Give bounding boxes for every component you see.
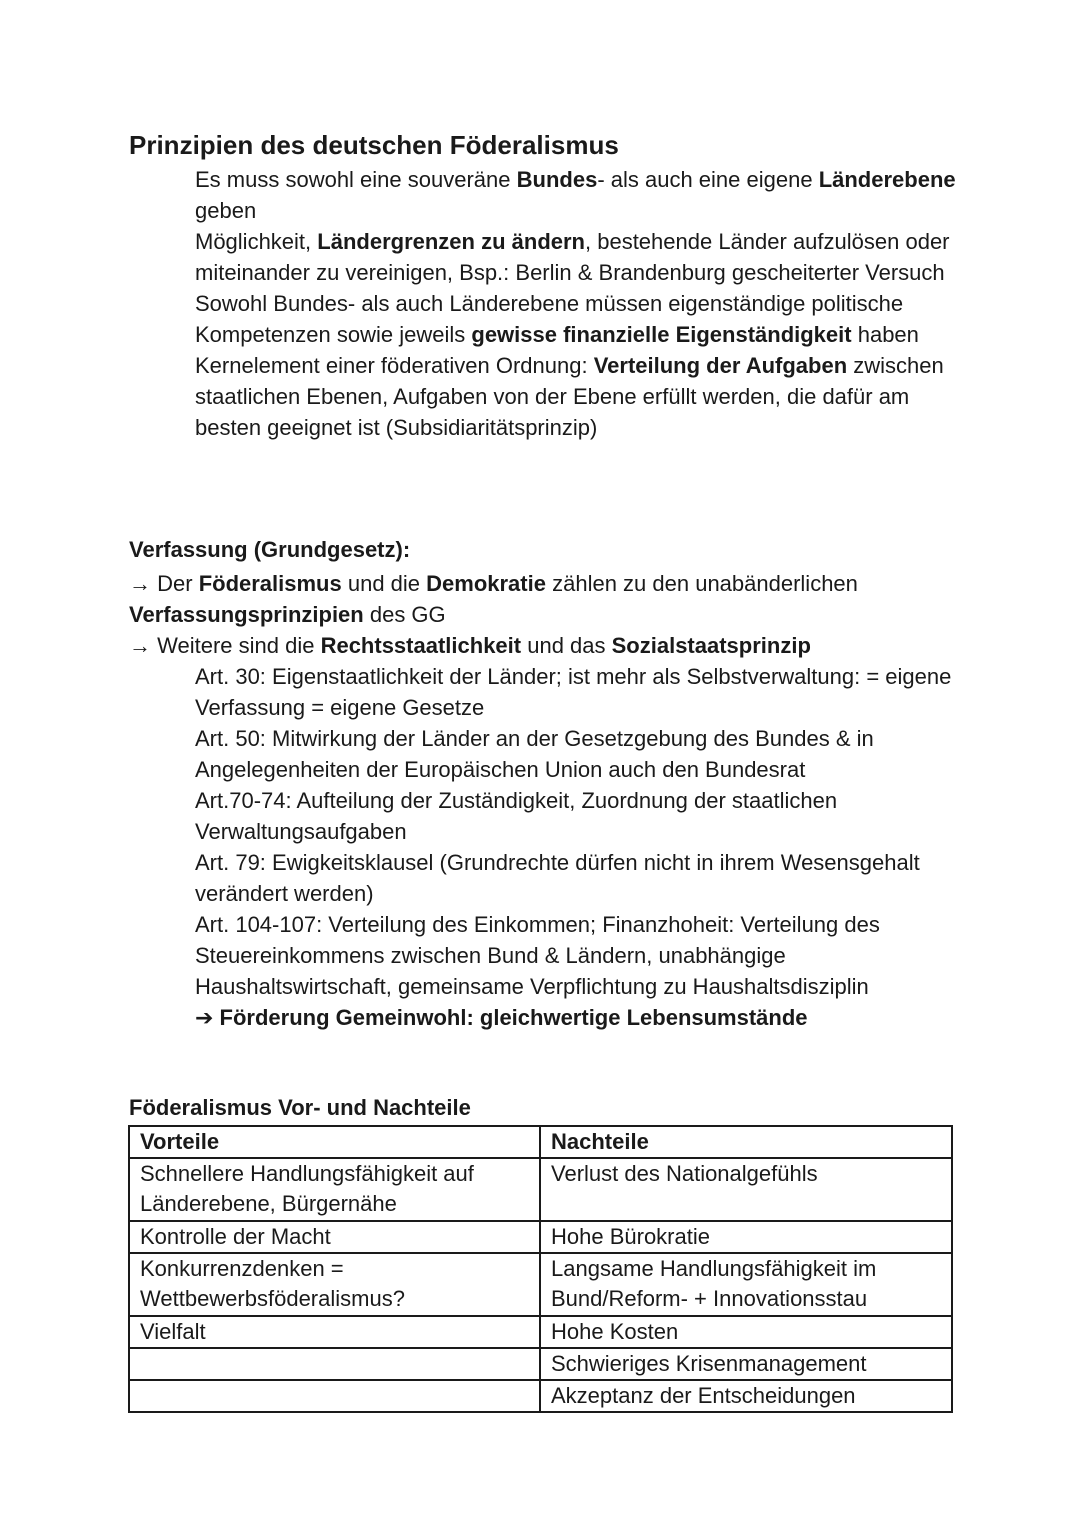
table-row (129, 1316, 952, 1348)
table-cell: Akzeptanz der Entscheidungen (540, 1380, 952, 1412)
article-art30: Art. 30: Eigenstaatlichkeit der Länder; ist mehr als Selbstverwaltung: = eigene Verfassung = eigene Gesetze (195, 664, 952, 720)
table-cell: Schnellere Handlungsfähigkeit auf Länderebene, Bürgernähe (129, 1158, 540, 1221)
constitution-arrow-lines (129, 568, 969, 661)
text: Sowohl Bundes- als auch Länderebene müssen eigenständige politische Kompetenzen sowie jeweils (195, 291, 904, 347)
table-row (129, 1348, 952, 1380)
text: Es muss sowohl eine souveräne (195, 167, 517, 192)
bold-text: gewisse finanzielle Eigenständigkeit (471, 322, 852, 347)
bold-text: Sozialstaatsprinzip (611, 633, 811, 658)
pros-cons-table (128, 1125, 953, 1413)
bold-text: Verteilung der Aufgaben (593, 353, 848, 378)
section-title-principles: Prinzipien des deutschen Föderalismus (129, 130, 619, 160)
header-pros: Vorteile (129, 1126, 540, 1158)
article-art104: Art. 104-107: Verteilung des Einkommen; Finanzhoheit: Verteilung des Steuereinkommens zwischen Bund & Ländern, unabhängige Haushaltswirtschaft, gemeinsame Verpflichtung zu Haushaltsdisziplin (195, 912, 880, 999)
text: haben (851, 322, 919, 347)
table-cell: Schwieriges Krisenmanagement (540, 1348, 952, 1380)
arrow-line (129, 568, 969, 630)
arrow-right-icon: → (129, 571, 151, 596)
text: - als auch eine eigene (597, 167, 819, 192)
article-art50: Art. 50: Mitwirkung der Länder an der Gesetzgebung des Bundes & in Angelegenheiten der Europäischen Union auch den Bundesrat (195, 726, 874, 782)
text: zwischen staatlichen Ebenen, Aufgaben von der Ebene erfüllt werden, die dafür am besten geeignet ist (Subsidiaritätsprinzip) (195, 353, 944, 440)
table-cell: Hohe Bürokratie (540, 1221, 952, 1253)
principles-list (195, 164, 965, 443)
table-cell: Vielfalt (129, 1316, 540, 1348)
principle-paragraph (195, 350, 965, 443)
arrow-line (129, 630, 969, 661)
article-art79: Art. 79: Ewigkeitsklausel (Grundrechte dürfen nicht in ihrem Wesensgehalt verändert werden) (195, 850, 920, 906)
text: des GG (363, 602, 446, 627)
header-cons: Nachteile (540, 1126, 952, 1158)
pros-cons-table-wrapper (128, 1125, 951, 1413)
bold-text: Rechtsstaatlichkeit (320, 633, 522, 658)
conclusion-text: Förderung Gemeinwohl: gleichwertige Lebensumstände (213, 1005, 808, 1030)
bold-text: Länderebene (818, 167, 956, 192)
bold-text: Föderalismus (198, 571, 342, 596)
table-row (129, 1221, 952, 1253)
text: Kernelement einer föderativen Ordnung: (195, 353, 594, 378)
principle-paragraph (195, 164, 965, 226)
table-cell: Langsame Handlungsfähigkeit im Bund/Reform- + Innovationsstau (540, 1253, 952, 1316)
conclusion-line (195, 1002, 965, 1033)
section-title-constitution: Verfassung (Grundgesetz): (129, 537, 411, 562)
bold-text: Verfassungsprinzipien (129, 602, 364, 627)
table-cell: Hohe Kosten (540, 1316, 952, 1348)
arrow-right-bold-icon: ➔ (195, 1005, 214, 1030)
principle-paragraph (195, 288, 965, 350)
bold-text: Demokratie (426, 571, 546, 596)
table-cell (129, 1348, 540, 1380)
table-cell: Konkurrenzdenken = Wettbewerbsföderalismus? (129, 1253, 540, 1316)
arrow-right-icon: → (129, 633, 151, 658)
bold-text: Bundes (516, 167, 598, 192)
text: Weitere sind die (151, 633, 321, 658)
text: und die (341, 571, 427, 596)
text: Der (151, 571, 199, 596)
text: , bestehende Länder aufzulösen oder miteinander zu vereinigen, Bsp.: Berlin & Brandenburg gescheiterter Versuch (195, 229, 950, 285)
article-art70: Art.70-74: Aufteilung der Zuständigkeit, Zuordnung der staatlichen Verwaltungsaufgaben (195, 788, 838, 844)
table-cell (129, 1380, 540, 1412)
table-header-row (129, 1126, 952, 1158)
table-row (129, 1158, 952, 1221)
section-title-pros-cons: Föderalismus Vor- und Nachteile (129, 1095, 471, 1120)
table-cell: Verlust des Nationalgefühls (540, 1158, 952, 1221)
table-row (129, 1380, 952, 1412)
bold-text: Ländergrenzen zu ändern (317, 229, 585, 254)
articles-list (195, 661, 965, 1033)
text: zählen zu den unabänderlichen (545, 571, 858, 596)
table-row (129, 1253, 952, 1316)
table-cell: Kontrolle der Macht (129, 1221, 540, 1253)
principle-paragraph (195, 226, 965, 288)
text: und das (521, 633, 612, 658)
text: geben (195, 198, 257, 223)
text: Möglichkeit, (195, 229, 318, 254)
